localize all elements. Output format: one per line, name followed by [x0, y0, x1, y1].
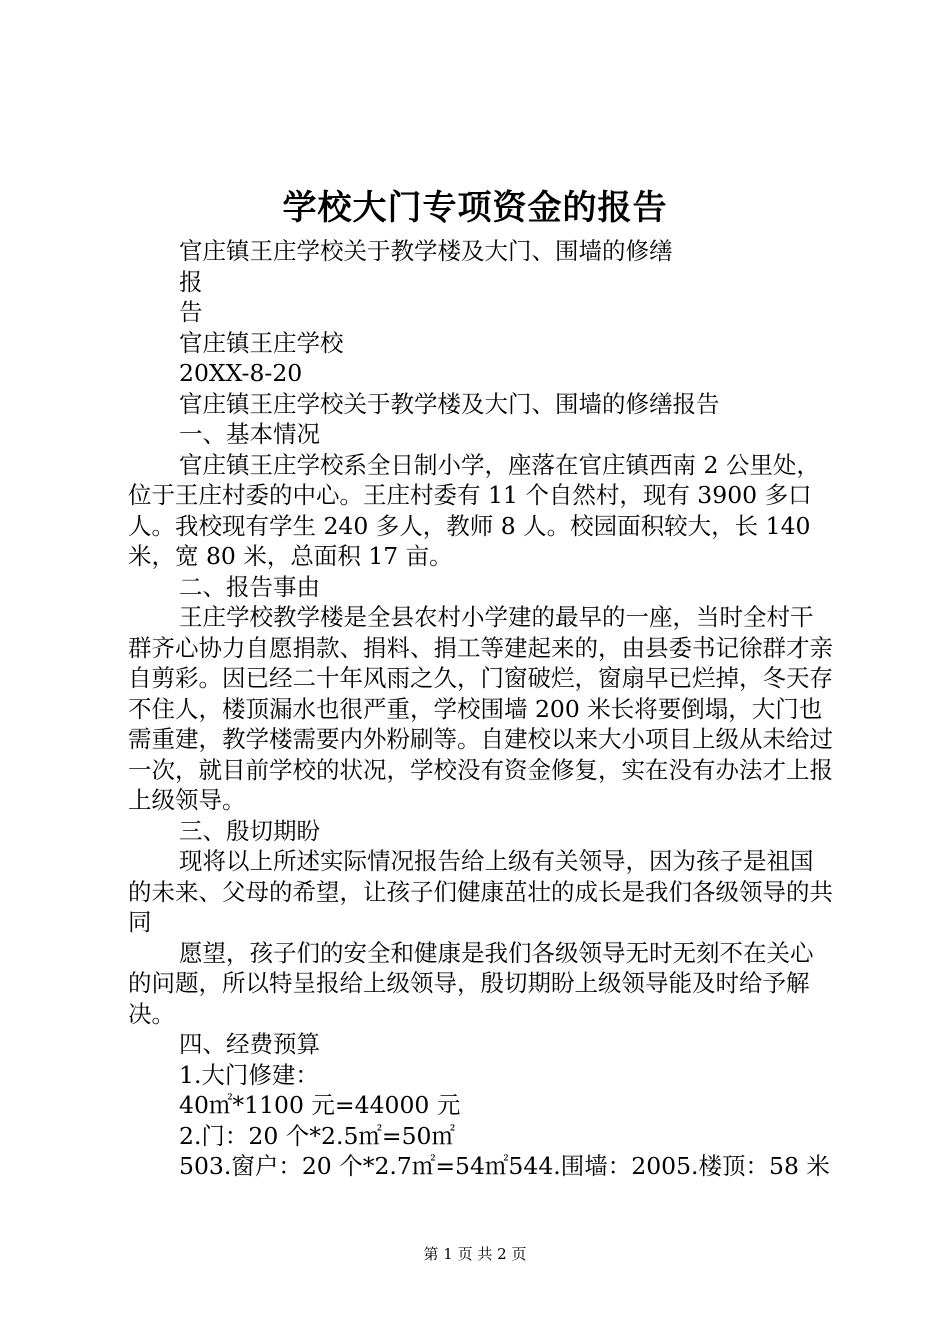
subtitle-line-report-char-1: 报 — [179, 267, 203, 296]
budget-line: 503.窗户：20 个*2.7㎡=54㎡544.围墙：2005.楼顶：58 米 — [179, 1152, 830, 1180]
budget-line: 2.门：20 个*2.5㎡=50㎡ — [179, 1121, 456, 1150]
section-1-paragraph: 官庄镇王庄学校系全日制小学，座落在官庄镇西南 2 公里处，位于王庄村委的中心。王庄村委有 11 个自然村，现有 3900 多口人。我校现有学生 240 多人，教师 8 人。校园面积较大，长 140 米，宽 80 米，总面积 17 亩。 — [128, 450, 820, 570]
document-title: 学校大门专项资金的报告 — [282, 188, 668, 228]
page-indicator: 第 1 页 共 2 页 — [423, 1245, 527, 1263]
section-1-heading: 一、基本情况 — [179, 420, 320, 448]
subtitle-line-report-char-2: 告 — [179, 298, 203, 326]
subtitle-line: 官庄镇王庄学校关于教学楼及大门、围墙的修缮 — [179, 237, 673, 265]
section-2-paragraph: 王庄学校教学楼是全县农村小学建的最早的一座，当时全村干群齐心协力自愿捐款、捐料、捐工等建起来的，由县委书记徐群才亲自剪彩。因已经二十年风雨之久，门窗破烂，窗扇早已烂掉，冬天存不住人，楼顶漏水也很严重，学校围墙 200 米长将要倒塌，大门也需重建，教学楼需要内外粉刷等。自建校以来大小项目上级从未给过一次，就目前学校的状况，学校没有资金修复，实在没有办法才上报上级领导。 — [128, 603, 833, 814]
report-date: 20XX-8-20 — [179, 359, 303, 387]
report-heading: 官庄镇王庄学校关于教学楼及大门、围墙的修缮报告 — [179, 389, 720, 418]
section-4-heading: 四、经费预算 — [179, 1030, 320, 1058]
document-body — [128, 236, 836, 1182]
budget-line: 40㎡*1100 元=44000 元 — [179, 1091, 461, 1119]
section-3-paragraph-b: 愿望，孩子们的安全和健康是我们各级领导无时无刻不在关心的问题，所以特呈报给上级领导，殷切期盼上级领导能及时给予解决。 — [128, 938, 814, 1028]
school-name: 官庄镇王庄学校 — [179, 328, 344, 357]
budget-line: 1.大门修建： — [179, 1060, 319, 1089]
section-2-heading: 二、报告事由 — [179, 572, 320, 601]
section-3-paragraph-a: 现将以上所述实际情况报告给上级有关领导，因为孩子是祖国的未来、父母的希望，让孩子们健康茁壮的成长是我们各级领导的共同 — [128, 847, 833, 936]
section-3-heading: 三、殷切期盼 — [179, 816, 320, 845]
